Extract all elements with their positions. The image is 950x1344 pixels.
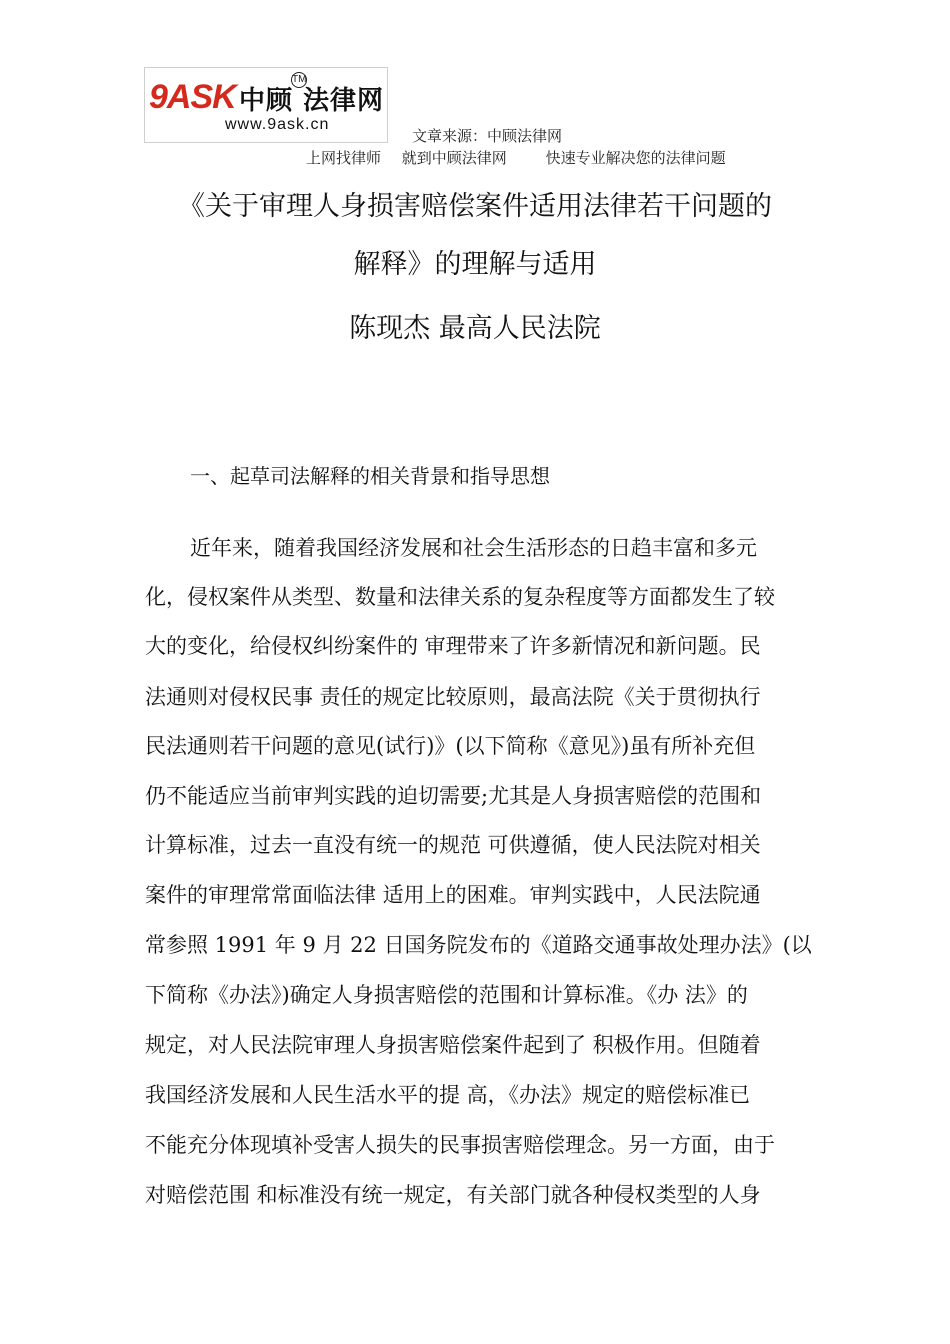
logo-mark: 9ASK — [149, 78, 236, 116]
paragraph-line: 规定，对人民法院审理人身损害赔偿案件起到了 积极作用。但随着 — [145, 1033, 761, 1057]
site-logo[interactable] — [144, 67, 388, 143]
paragraph-line: 近年来，随着我国经济发展和社会生活形态的日趋丰富和多元 — [190, 536, 757, 560]
title-line: 《关于审理人身损害赔偿案件适用法律若干问题的 — [178, 191, 772, 222]
paragraph-line: 不能充分体现填补受害人损失的民事损害赔偿理念。另一方面，由于 — [145, 1133, 775, 1157]
paragraph-line: 对赔偿范围 和标准没有统一规定，有关部门就各种侵权类型的人身 — [145, 1183, 761, 1207]
document-title — [145, 178, 805, 294]
paragraph-line: 案件的审理常常面临法律 适用上的困难。审判实践中，人民法院通 — [145, 883, 761, 907]
site-slogan — [306, 147, 760, 168]
slogan-part-1: 上网找律师 — [306, 149, 382, 167]
slogan-part-3: 快速专业解决您的法律问题 — [545, 149, 726, 167]
paragraph-line: 仍不能适应当前审判实践的迫切需要;尤其是人身损害赔偿的范围和 — [145, 784, 762, 808]
paragraph-line: 大的变化，给侵权纠纷案件的 审理带来了许多新情况和新问题。民 — [145, 634, 761, 658]
paragraph-line: 我国经济发展和人民生活水平的提 高，《办法》规定的赔偿标准已 — [145, 1083, 751, 1107]
section-heading: 一、起草司法解释的相关背景和指导思想 — [190, 464, 550, 488]
paragraph-line: 下简称《办法》)确定人身损害赔偿的范围和计算标准。《办 法》的 — [145, 983, 748, 1007]
paragraph-line: 常参照 1991 年 9 月 22 日国务院发布的《道路交通事故处理办法》(以 — [145, 933, 812, 957]
paragraph-line: 民法通则若干问题的意见(试行)》(以下简称《意见》)虽有所补充但 — [145, 734, 756, 758]
paragraph-line: 法通则对侵权民事 责任的规定比较原则，最高法院《关于贯彻执行 — [145, 685, 761, 709]
trademark-icon: TM — [291, 72, 307, 88]
article-source: 文章来源：中顾法律网 — [412, 127, 563, 145]
title-line: 解释》的理解与适用 — [353, 249, 597, 280]
slogan-part-2: 就到中顾法律网 — [401, 149, 507, 167]
logo-chinese-name: 中顾 法律网 — [239, 86, 385, 116]
logo-url: www.9ask.cn — [225, 116, 330, 133]
author-line: 陈现杰 最高人民法院 — [349, 313, 601, 344]
paragraph-line: 计算标准，过去一直没有统一的规范 可供遵循，使人民法院对相关 — [145, 833, 761, 857]
paragraph-line: 化，侵权案件从类型、数量和法律关系的复杂程度等方面都发生了较 — [145, 585, 775, 609]
